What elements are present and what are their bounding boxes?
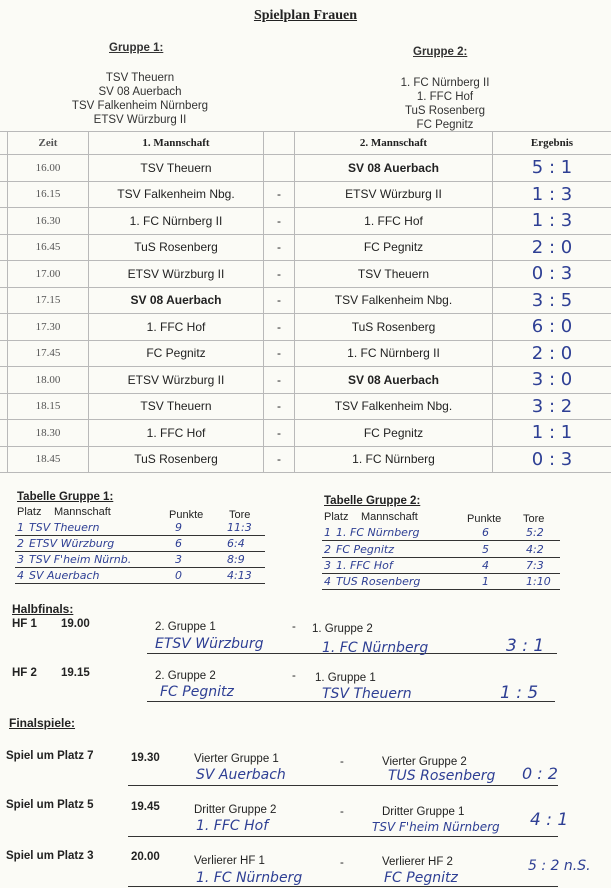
table1-goals: 11:3: [227, 521, 252, 534]
table1-place: 4: [17, 569, 24, 582]
place3-team2: FC Pegnitz: [384, 870, 458, 886]
table2-points: 5: [482, 543, 489, 556]
table2-goals: 4:2: [526, 543, 544, 556]
match-result: 6 : 0: [493, 314, 611, 341]
hf2-dash: -: [292, 670, 296, 682]
match-result: 1 : 3: [493, 208, 611, 235]
match-result: 3 : 0: [493, 367, 611, 394]
table1-team: TSV F'heim Nürnb.: [29, 553, 132, 566]
group1-heading: Gruppe 1:: [109, 42, 164, 54]
hf1-desc2: 1. Gruppe 2: [312, 623, 373, 635]
match-team1: TSV Theuern: [89, 155, 264, 182]
match-team1: ETSV Würzburg II: [89, 261, 264, 288]
match-separator: -: [264, 446, 295, 473]
schedule-row: [0, 446, 611, 473]
table2-row: [322, 526, 560, 541]
table2-goals: 7:3: [526, 559, 544, 572]
match-separator: -: [264, 287, 295, 314]
match-team2: TuS Rosenberg: [295, 314, 493, 341]
match-team1: TuS Rosenberg: [89, 234, 264, 261]
schedule-edge-cell: [0, 208, 8, 235]
match-team1: SV 08 Auerbach: [89, 287, 264, 314]
hf2-score: 1 : 5: [500, 683, 539, 703]
schedule-edge-cell: [0, 155, 8, 182]
table1-row: [15, 537, 265, 552]
header-separator: [264, 132, 295, 155]
table1-place: 2: [17, 537, 24, 550]
schedule-row: [0, 261, 611, 288]
table1-team: SV Auerbach: [29, 569, 100, 582]
place3-label: Spiel um Platz 3: [6, 850, 94, 862]
match-team2: ETSV Würzburg II: [295, 181, 493, 208]
table1-place: 1: [17, 521, 24, 534]
table2-tore-header: Tore: [523, 513, 545, 525]
match-result: 3 : 2: [493, 393, 611, 420]
group1-team: TSV Falkenheim Nürnberg: [71, 100, 209, 112]
match-team2: 1. FFC Hof: [295, 208, 493, 235]
place5-dash: -: [340, 806, 344, 818]
table2-team: 1. FC Nürnberg: [336, 526, 420, 539]
schedule-row: [0, 393, 611, 420]
schedule-row: [0, 287, 611, 314]
table2-goals: 5:2: [526, 526, 544, 539]
schedule-edge-cell: [0, 287, 8, 314]
hf2-team2: TSV Theuern: [322, 686, 412, 702]
table1-row: [15, 521, 265, 536]
table1-points: 9: [175, 521, 182, 534]
hf1-desc1: 2. Gruppe 1: [155, 621, 216, 633]
place3-desc2: Verlierer HF 2: [382, 856, 453, 868]
schedule-edge-cell: [0, 446, 8, 473]
table1-row: [15, 569, 265, 584]
match-team2: TSV Falkenheim Nbg.: [295, 287, 493, 314]
schedule-edge-cell: [0, 340, 8, 367]
match-time: 18.00: [8, 367, 89, 394]
table2-platz-header: Platz: [324, 511, 349, 523]
hf1-team2: 1. FC Nürnberg: [322, 640, 429, 656]
table1-goals: 6:4: [227, 537, 245, 550]
match-result: 0 : 3: [493, 261, 611, 288]
match-team2: 1. FC Nürnberg II: [295, 340, 493, 367]
place3-time: 20.00: [131, 851, 160, 863]
schedule-edge-cell: [0, 314, 8, 341]
place5-label: Spiel um Platz 5: [6, 799, 94, 811]
place3-entry-line: [128, 886, 558, 887]
table2-team: TUS Rosenberg: [336, 575, 421, 588]
place3-team1: 1. FC Nürnberg: [196, 870, 303, 886]
table1-mannschaft-header: Mannschaft: [54, 506, 111, 518]
match-team2: FC Pegnitz: [295, 234, 493, 261]
table2-punkte-header: Punkte: [467, 513, 502, 525]
match-team1: 1. FFC Hof: [89, 314, 264, 341]
table2-place: 2: [324, 543, 331, 556]
schedule-row: [0, 340, 611, 367]
table1-team: TSV Theuern: [29, 521, 100, 534]
table1-place: 3: [17, 553, 24, 566]
hf2-label: HF 2: [12, 667, 37, 679]
group2-team: 1. FFC Hof: [416, 91, 474, 103]
place7-time: 19.30: [131, 752, 160, 764]
match-result: 2 : 0: [493, 234, 611, 261]
schedule-table: [0, 131, 611, 473]
match-separator: -: [264, 208, 295, 235]
match-team1: 1. FFC Hof: [89, 420, 264, 447]
group2-team: TuS Rosenberg: [404, 105, 486, 117]
place7-label: Spiel um Platz 7: [6, 750, 94, 762]
place7-entry-line: [128, 785, 558, 786]
table1-title: Tabelle Gruppe 1:: [17, 491, 114, 503]
table1-tore-header: Tore: [229, 509, 251, 521]
group1-team: TSV Theuern: [105, 72, 175, 84]
group1-team-list: [60, 71, 220, 127]
match-time: 17.45: [8, 340, 89, 367]
group2-team: 1. FC Nürnberg II: [400, 77, 490, 89]
schedule-edge-cell: [0, 367, 8, 394]
match-separator: -: [264, 181, 295, 208]
match-result: 1 : 3: [493, 181, 611, 208]
place5-desc1: Dritter Gruppe 2: [194, 804, 277, 816]
table2-goals: 1:10: [526, 575, 551, 588]
match-team1: FC Pegnitz: [89, 340, 264, 367]
place5-desc2: Dritter Gruppe 1: [382, 806, 465, 818]
match-separator: -: [264, 261, 295, 288]
hf1-label: HF 1: [12, 618, 37, 630]
match-time: 17.15: [8, 287, 89, 314]
table2-points: 1: [482, 575, 489, 588]
match-team2: SV 08 Auerbach: [295, 155, 493, 182]
schedule-row: [0, 234, 611, 261]
hf2-time: 19.15: [61, 667, 90, 679]
match-separator: -: [264, 234, 295, 261]
header-team2: 2. Mannschaft: [295, 132, 493, 155]
table1-points: 0: [175, 569, 182, 582]
match-time: 16.15: [8, 181, 89, 208]
header-ergebnis: Ergebnis: [493, 132, 611, 155]
group1-team: ETSV Würzburg II: [93, 114, 187, 126]
match-time: 16.45: [8, 234, 89, 261]
table1-goals: 4:13: [227, 569, 252, 582]
table1-punkte-header: Punkte: [169, 509, 204, 521]
hf1-time: 19.00: [61, 618, 90, 630]
match-team2: TSV Falkenheim Nbg.: [295, 393, 493, 420]
match-result: 5 : 1: [493, 155, 611, 182]
match-result: 0 : 3: [493, 446, 611, 473]
place5-score: 4 : 1: [530, 810, 569, 830]
place7-dash: -: [340, 756, 344, 768]
match-team2: 1. FC Nürnberg: [295, 446, 493, 473]
schedule-edge-cell: [0, 234, 8, 261]
schedule-row: [0, 155, 611, 182]
hf2-desc2: 1. Gruppe 1: [315, 672, 376, 684]
match-team1: 1. FC Nürnberg II: [89, 208, 264, 235]
table2-place: 4: [324, 575, 331, 588]
hf2-desc1: 2. Gruppe 2: [155, 670, 216, 682]
table2-place: 1: [324, 526, 331, 539]
page-title: Spielplan Frauen: [253, 8, 358, 23]
table2-team: 1. FFC Hof: [336, 559, 393, 572]
match-separator: -: [264, 314, 295, 341]
schedule-row: [0, 367, 611, 394]
place5-team2: TSV F'heim Nürnberg: [372, 820, 500, 834]
table2-row: [322, 559, 560, 574]
schedule-row: [0, 208, 611, 235]
match-team1: TSV Falkenheim Nbg.: [89, 181, 264, 208]
match-separator: -: [264, 367, 295, 394]
match-time: 18.30: [8, 420, 89, 447]
table2-points: 6: [482, 526, 489, 539]
place5-time: 19.45: [131, 801, 160, 813]
place5-team1: 1. FFC Hof: [196, 818, 269, 834]
hf1-dash: -: [292, 621, 296, 633]
match-time: 16.00: [8, 155, 89, 182]
match-separator: -: [264, 420, 295, 447]
schedule-row: [0, 181, 611, 208]
match-time: 17.00: [8, 261, 89, 288]
place7-desc1: Vierter Gruppe 1: [194, 753, 279, 765]
schedule-row: [0, 420, 611, 447]
table2-points: 4: [482, 559, 489, 572]
table1-points: 6: [175, 537, 182, 550]
match-time: 18.15: [8, 393, 89, 420]
table2-team: FC Pegnitz: [336, 543, 395, 556]
group2-team: FC Pegnitz: [416, 119, 474, 131]
match-result: 3 : 5: [493, 287, 611, 314]
table1-platz-header: Platz: [17, 506, 42, 518]
group2-heading: Gruppe 2:: [413, 46, 468, 58]
table2-place: 3: [324, 559, 331, 572]
group1-team: SV 08 Auerbach: [98, 86, 182, 98]
match-team2: SV 08 Auerbach: [295, 367, 493, 394]
match-result: 1 : 1: [493, 420, 611, 447]
schedule-edge-cell: [0, 261, 8, 288]
schedule-header-row: [0, 132, 611, 155]
schedule-edge-cell: [0, 420, 8, 447]
group2-team-list: [385, 76, 505, 132]
place3-score: 5 : 2 n.S.: [528, 858, 591, 874]
schedule-edge-cell: [0, 393, 8, 420]
table2-row: [322, 543, 560, 558]
match-time: 18.45: [8, 446, 89, 473]
schedule-edge-cell: [0, 132, 8, 155]
hf2-team1: FC Pegnitz: [160, 684, 234, 700]
match-team2: FC Pegnitz: [295, 420, 493, 447]
match-team1: TSV Theuern: [89, 393, 264, 420]
place7-team2: TUS Rosenberg: [388, 768, 496, 784]
table1-goals: 8:9: [227, 553, 245, 566]
match-time: 16.30: [8, 208, 89, 235]
match-separator: -: [264, 340, 295, 367]
place7-team1: SV Auerbach: [196, 767, 286, 783]
header-team1: 1. Mannschaft: [89, 132, 264, 155]
place3-desc1: Verlierer HF 1: [194, 855, 265, 867]
place7-score: 0 : 2: [522, 764, 558, 783]
match-team2: TSV Theuern: [295, 261, 493, 288]
table1-points: 3: [175, 553, 182, 566]
halbfinals-title: Halbfinals:: [12, 602, 74, 616]
finals-title: Finalspiele:: [9, 716, 76, 730]
match-time: 17.30: [8, 314, 89, 341]
match-separator: -: [264, 393, 295, 420]
table1-row: [15, 553, 265, 568]
schedule-row: [0, 314, 611, 341]
hf1-score: 3 : 1: [506, 636, 545, 656]
match-separator: [264, 155, 295, 182]
hf1-team1: ETSV Würzburg: [155, 636, 264, 652]
place5-entry-line: [128, 836, 558, 837]
place3-dash: -: [340, 857, 344, 869]
table2-title: Tabelle Gruppe 2:: [324, 495, 421, 507]
place7-desc2: Vierter Gruppe 2: [382, 756, 467, 768]
header-zeit: Zeit: [8, 132, 89, 155]
table2-row: [322, 575, 560, 590]
match-team1: ETSV Würzburg II: [89, 367, 264, 394]
table1-team: ETSV Würzburg: [29, 537, 115, 550]
schedule-edge-cell: [0, 181, 8, 208]
match-team1: TuS Rosenberg: [89, 446, 264, 473]
match-result: 2 : 0: [493, 340, 611, 367]
table2-mannschaft-header: Mannschaft: [361, 511, 418, 523]
